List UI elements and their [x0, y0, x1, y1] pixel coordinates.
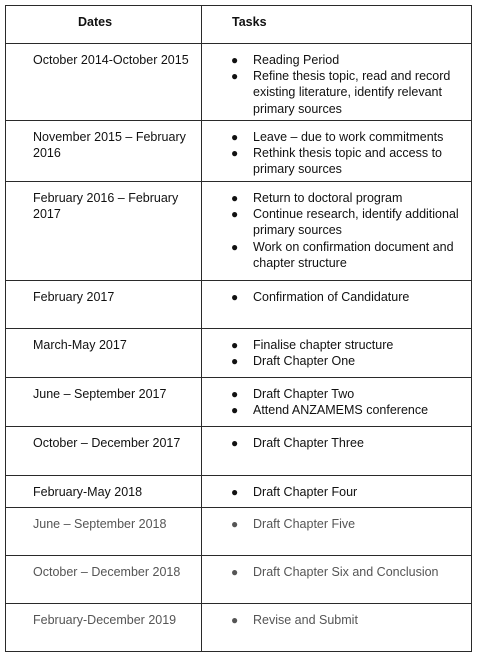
- table-row: [6, 329, 472, 378]
- date-cell: [6, 44, 202, 121]
- date-cell: [6, 476, 202, 508]
- date-cell: [6, 281, 202, 329]
- task-text: Revise and Submit: [253, 613, 358, 627]
- table-row: [6, 378, 472, 427]
- task-text: Draft Chapter Two: [253, 387, 355, 401]
- date-text: June – September 2017: [33, 387, 167, 401]
- task-text: Rethink thesis topic and access to primary sources: [253, 146, 442, 177]
- task-list: [202, 612, 465, 628]
- bullet-icon: ●: [231, 130, 239, 144]
- task-text: Return to doctoral program: [253, 191, 403, 205]
- task-item: [202, 386, 465, 402]
- timeline-table: [5, 5, 472, 652]
- date-cell: [6, 604, 202, 652]
- tasks-header-label: Tasks: [232, 15, 267, 29]
- tasks-cell: [202, 556, 472, 604]
- bullet-icon: ●: [231, 207, 239, 222]
- dates-header-label: Dates: [78, 15, 113, 29]
- date-cell: [6, 378, 202, 427]
- table-row: [6, 508, 472, 556]
- task-item: [202, 190, 465, 206]
- task-text: Reading Period: [253, 53, 340, 67]
- date-text: February 2016 – February 2017: [33, 191, 179, 222]
- task-list: [202, 484, 465, 500]
- task-item: [202, 435, 465, 451]
- bullet-icon: ●: [231, 239, 239, 254]
- task-text: Work on confirmation document and chapter structure: [253, 239, 454, 270]
- date-text: March-May 2017: [33, 338, 127, 352]
- bullet-icon: ●: [231, 403, 239, 418]
- date-text: October – December 2018: [33, 565, 181, 579]
- table-row: [6, 121, 472, 182]
- timeline-document: [5, 5, 471, 652]
- tasks-cell: [202, 508, 472, 556]
- task-text: Finalise chapter structure: [253, 338, 394, 352]
- tasks-cell: [202, 476, 472, 508]
- header-row: [6, 6, 472, 44]
- task-item: [202, 484, 465, 500]
- task-text: Continue research, identify additional primary sources: [253, 207, 459, 238]
- date-text: February 2017: [33, 290, 115, 304]
- date-text: October – December 2017: [33, 436, 181, 450]
- task-item: [202, 516, 465, 532]
- tasks-cell: [202, 281, 472, 329]
- task-list: [202, 129, 465, 178]
- bullet-icon: ●: [231, 146, 239, 161]
- table-row: [6, 604, 472, 652]
- date-cell: [6, 329, 202, 378]
- date-text: February-May 2018: [33, 485, 143, 499]
- task-text: Attend ANZAMEMS conference: [253, 403, 429, 418]
- date-text: November 2015 – February 2016: [33, 130, 186, 161]
- task-list: [202, 386, 465, 418]
- task-text: Draft Chapter Six and Conclusion: [253, 565, 439, 579]
- date-cell: [6, 556, 202, 604]
- task-list: [202, 337, 465, 369]
- tasks-cell: [202, 182, 472, 281]
- task-item: [202, 206, 465, 238]
- task-text: Draft Chapter Three: [253, 436, 364, 450]
- task-item: [202, 52, 465, 68]
- task-text: Draft Chapter One: [253, 354, 356, 369]
- table-row: [6, 44, 472, 121]
- dates-header: [6, 6, 202, 44]
- task-item: [202, 402, 465, 418]
- date-cell: [6, 182, 202, 281]
- date-text: June – September 2018: [33, 517, 167, 531]
- task-text: Draft Chapter Five: [253, 517, 356, 531]
- task-list: [202, 435, 465, 451]
- date-cell: [6, 508, 202, 556]
- bullet-icon: ●: [231, 53, 239, 67]
- bullet-icon: ●: [231, 485, 239, 499]
- task-item: [202, 353, 465, 369]
- task-list: [202, 516, 465, 532]
- tasks-cell: [202, 378, 472, 427]
- bullet-icon: ●: [231, 436, 239, 450]
- task-item: [202, 337, 465, 353]
- bullet-icon: ●: [231, 354, 239, 369]
- bullet-icon: ●: [231, 613, 239, 627]
- bullet-icon: ●: [231, 565, 239, 579]
- task-list: [202, 52, 465, 117]
- bullet-icon: ●: [231, 338, 239, 352]
- task-text: Draft Chapter Four: [253, 485, 358, 499]
- tasks-header: [202, 6, 472, 44]
- table-row: [6, 182, 472, 281]
- task-text: Leave – due to work commitments: [253, 130, 444, 144]
- tasks-cell: [202, 121, 472, 182]
- bullet-icon: ●: [231, 191, 239, 205]
- table-row: [6, 556, 472, 604]
- task-item: [202, 239, 465, 271]
- bullet-icon: ●: [231, 69, 239, 84]
- bullet-icon: ●: [231, 517, 239, 531]
- task-item: [202, 289, 465, 305]
- task-text: Confirmation of Candidature: [253, 290, 410, 304]
- task-list: [202, 190, 465, 271]
- task-item: [202, 145, 465, 177]
- bullet-icon: ●: [231, 290, 239, 304]
- tasks-cell: [202, 604, 472, 652]
- task-text: Refine thesis topic, read and record existing literature, identify relevant primary sources: [253, 69, 451, 116]
- task-item: [202, 129, 465, 145]
- date-cell: [6, 427, 202, 476]
- tasks-cell: [202, 44, 472, 121]
- date-text: February-December 2019: [33, 613, 177, 627]
- task-item: [202, 564, 465, 580]
- table-row: [6, 427, 472, 476]
- date-cell: [6, 121, 202, 182]
- task-list: [202, 289, 465, 305]
- tasks-cell: [202, 329, 472, 378]
- table-row: [6, 476, 472, 508]
- tasks-cell: [202, 427, 472, 476]
- date-text: October 2014-October 2015: [33, 53, 189, 67]
- task-list: [202, 564, 465, 580]
- bullet-icon: ●: [231, 387, 239, 401]
- table-row: [6, 281, 472, 329]
- task-item: [202, 612, 465, 628]
- task-item: [202, 68, 465, 117]
